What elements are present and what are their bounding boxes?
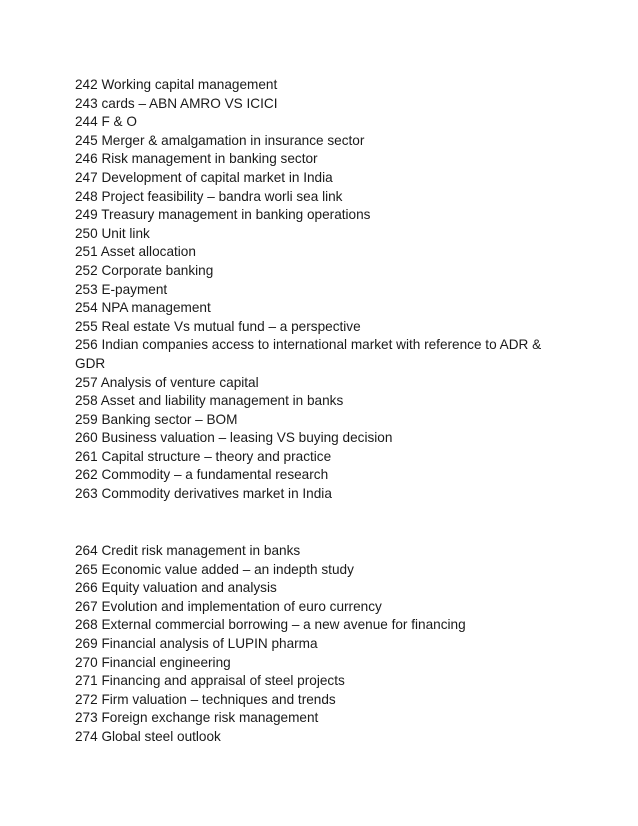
list-item: 263 Commodity derivatives market in India [75,486,332,502]
list-item: 274 Global steel outlook [75,728,221,744]
topic-list-section-a [75,76,575,504]
list-item: 259 Banking sector – BOM [75,411,238,427]
list-item: 251 Asset allocation [75,244,196,260]
list-item: 246 Risk management in banking sector [75,151,318,167]
list-item: 254 NPA management [75,300,211,316]
list-item: 268 External commercial borrowing – a new avenue for financing [75,617,466,633]
list-item: 258 Asset and liability management in banks [75,393,344,409]
list-item: 256 Indian companies access to international market with reference to ADR & GDR [75,337,542,371]
list-item: 257 Analysis of venture capital [75,374,259,390]
list-item: 272 Firm valuation – techniques and trends [75,691,336,707]
list-item: 255 Real estate Vs mutual fund – a perspective [75,318,361,334]
list-item: 252 Corporate banking [75,262,214,278]
list-item: 248 Project feasibility – bandra worli sea link [75,188,343,204]
topic-list-section-b [75,542,575,747]
list-item: 249 Treasury management in banking operations [75,207,371,223]
list-item: 273 Foreign exchange risk management [75,710,319,726]
list-item: 265 Economic value added – an indepth study [75,561,354,577]
list-item: 245 Merger & amalgamation in insurance sector [75,132,365,148]
list-item: 266 Equity valuation and analysis [75,580,277,596]
list-item: 253 E-payment [75,281,168,297]
list-item: 269 Financial analysis of LUPIN pharma [75,635,318,651]
list-item: 250 Unit link [75,225,150,241]
list-item: 271 Financing and appraisal of steel projects [75,673,345,689]
list-item: 262 Commodity – a fundamental research [75,467,329,483]
list-item: 242 Working capital management [75,77,278,92]
list-item: 261 Capital structure – theory and practice [75,448,332,464]
list-item: 260 Business valuation – leasing VS buying decision [75,430,393,446]
list-item: 270 Financial engineering [75,654,231,670]
list-item: 244 F & O [75,114,137,130]
list-item: 267 Evolution and implementation of euro currency [75,598,382,614]
list-item: 243 cards – ABN AMRO VS ICICI [75,95,278,111]
list-item: 264 Credit risk management in banks [75,543,301,558]
list-item: 247 Development of capital market in India [75,169,333,185]
